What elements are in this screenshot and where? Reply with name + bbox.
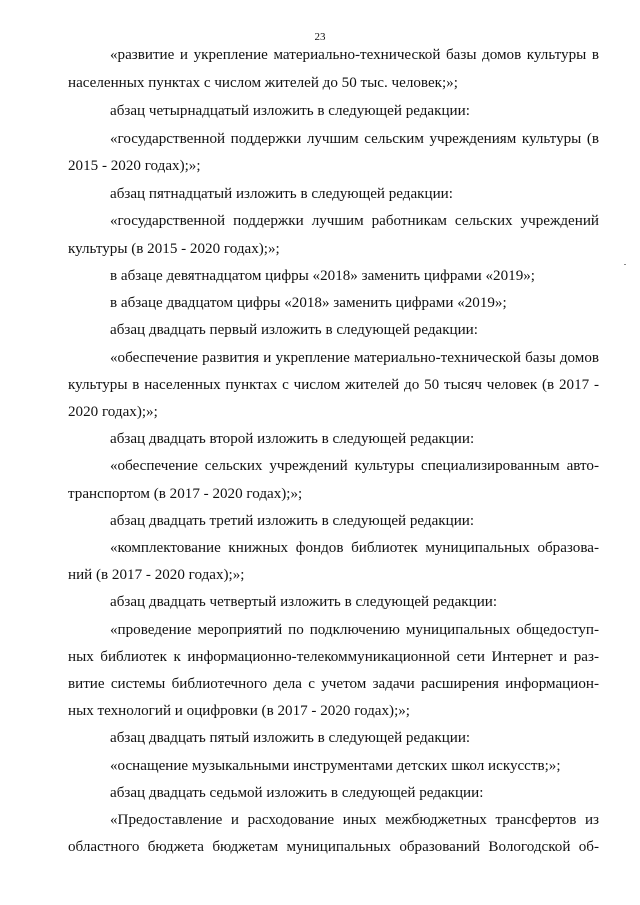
text-line: «обеспечение сельских учреждений культуры специализированным авто- bbox=[110, 458, 599, 474]
text-line: областного бюджета бюджетам муниципальных образований Вологодской об- bbox=[68, 839, 599, 855]
text-line: ных библиотек к информационно-телекоммуникационной сети Интернет и раз- bbox=[68, 649, 599, 665]
text-line: абзац четырнадцатый изложить в следующей редакции: bbox=[110, 103, 470, 119]
text-line: «комплектование книжных фондов библиотек муниципальных образова- bbox=[110, 540, 599, 556]
text-line: транспортом (в 2017 - 2020 годах);»; bbox=[68, 486, 303, 502]
text-line: «развитие и укрепление материально-технической базы домов культуры в bbox=[110, 47, 599, 63]
text-line: «государственной поддержки лучшим сельским учреждениям культуры (в bbox=[110, 131, 599, 147]
text-line: 2015 - 2020 годах);»; bbox=[68, 158, 201, 174]
text-line: абзац двадцать четвертый изложить в следующей редакции: bbox=[110, 594, 498, 610]
text-line: абзац двадцать второй изложить в следующей редакции: bbox=[110, 431, 475, 447]
text-line: «государственной поддержки лучшим работникам сельских учреждений bbox=[110, 213, 599, 229]
text-line: населенных пунктах с числом жителей до 50 тыс. человек;»; bbox=[68, 75, 458, 91]
page-number: 23 bbox=[314, 31, 326, 43]
text-line: культуры (в 2015 - 2020 годах);»; bbox=[68, 241, 280, 257]
text-line: «проведение мероприятий по подключению муниципальных общедоступ- bbox=[110, 622, 599, 638]
text-line: «Предоставление и расходование иных межбюджетных трансфертов из bbox=[110, 812, 599, 828]
text-line: 2020 годах);»; bbox=[68, 404, 158, 420]
text-line: абзац двадцать пятый изложить в следующей редакции: bbox=[110, 730, 471, 746]
text-line: абзац двадцать третий изложить в следующей редакции: bbox=[110, 513, 475, 529]
text-line: в абзаце девятнадцатом цифры «2018» заменить цифрами «2019»; bbox=[110, 268, 535, 284]
text-line: «обеспечение развития и укрепление материально-технической базы домов bbox=[110, 350, 599, 366]
text-line: абзац пятнадцатый изложить в следующей редакции: bbox=[110, 186, 453, 202]
text-line: витие системы библиотечного дела с учетом задачи расширения информацион- bbox=[68, 676, 599, 692]
text-line: в абзаце двадцатом цифры «2018» заменить цифрами «2019»; bbox=[110, 295, 507, 311]
text-line: ний (в 2017 - 2020 годах);»; bbox=[68, 567, 245, 583]
text-line: ных технологий и оцифровки (в 2017 - 2020 годах);»; bbox=[68, 703, 411, 719]
text-line: культуры в населенных пунктах с числом жителей до 50 тысяч человек (в 2017 - bbox=[68, 377, 599, 393]
text-line: «оснащение музыкальными инструментами детских школ искусств;»; bbox=[110, 758, 561, 774]
scan-speck bbox=[624, 264, 626, 265]
text-line: абзац двадцать седьмой изложить в следующей редакции: bbox=[110, 785, 484, 801]
text-line: абзац двадцать первый изложить в следующей редакции: bbox=[110, 322, 478, 338]
